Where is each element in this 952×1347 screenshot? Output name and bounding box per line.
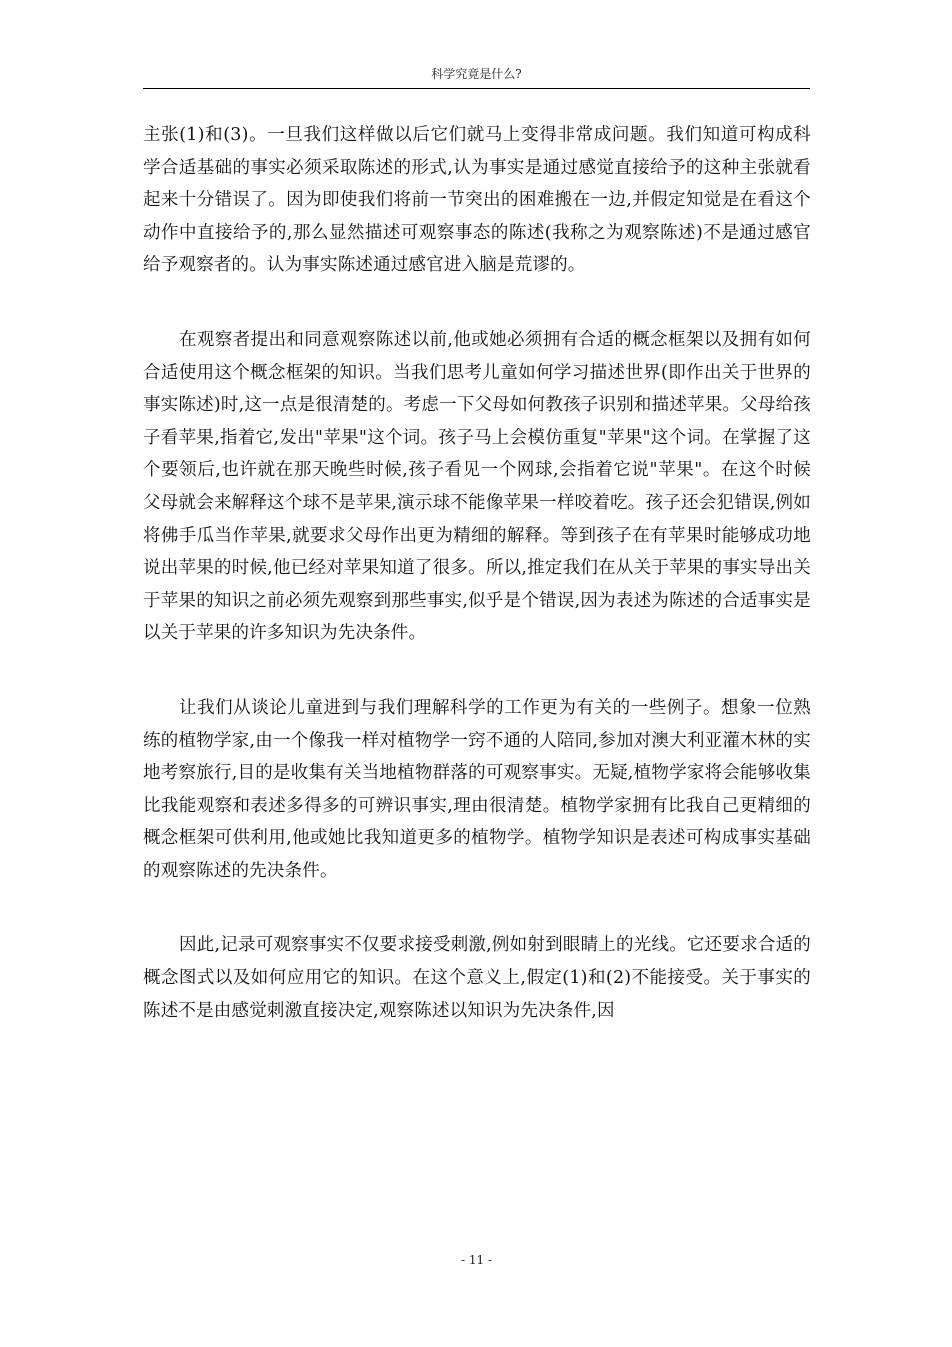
paragraph-2: 在观察者提出和同意观察陈述以前,他或她必须拥有合适的概念框架以及拥有如何合适使用这个概念框架的知识。当我们思考儿童如何学习描述世界(即作出关于世界的事实陈述)时,这一点是很清楚的。考虑一下父母如何教孩子识别和描述苹果。父母给孩子看苹果,指着它,发出"苹果"这个词。孩子马上会模仿重复"苹果"这个词。在掌握了这个要领后,也许就在那天晚些时候,孩子看见一个网球,会指着它说"苹果"。在这个时候父母就会来解释这个球不是苹果,演示球不能像苹果一样咬着吃。孩子还会犯错误,例如将佛手瓜当作苹果,就要求父母作出更为精细的解释。等到孩子在有苹果时能够成功地说出苹果的时候,他已经对苹果知道了很多。所以,推定我们在从关于苹果的事实导出关于苹果的知识之前必须先观察到那些事实,似乎是个错误,因为表述为陈述的合适事实是以关于苹果的许多知识为先决条件。 — [143, 329, 811, 644]
paragraph-1: 主张(1)和(3)。一旦我们这样做以后它们就马上变得非常成问题。我们知道可构成科学合适基础的事实必须采取陈述的形式,认为事实是通过感觉直接给予的这种主张就看起来十分错误了。因为即使我们将前一节突出的困难搬在一边,并假定知觉是在看这个动作中直接给予的,那么显然描述可观察事态的陈述(我称之为观察陈述)不是通过感官给予观察者的。认为事实陈述通过感官进入脑是荒谬的。 — [143, 125, 811, 276]
paragraph-4: 因此,记录可观察事实不仅要求接受刺激,例如射到眼睛上的光线。它还要求合适的概念图式以及如何应用它的知识。在这个意义上,假定(1)和(2)不能接受。关于事实的陈述不是由感觉刺激直接决定,观察陈述以知识为先决条件,因 — [143, 935, 811, 1021]
body-text — [143, 119, 811, 1069]
page-number: - 11 - — [460, 1253, 492, 1267]
header-divider — [143, 88, 810, 89]
paragraph-3: 让我们从谈论儿童进到与我们理解科学的工作更为有关的一些例子。想象一位熟练的植物学家,由一个像我一样对植物学一窍不通的人陪同,参加对澳大利亚灌木林的实地考察旅行,目的是收集有关当地植物群落的可观察事实。无疑,植物学家将会能够收集比我能观察和表述多得多的可辨识事实,理由很清楚。植物学家拥有比我自己更精细的概念框架可供利用,他或她比我知道更多的植物学。植物学知识是表述可构成事实基础的观察陈述的先决条件。 — [143, 697, 811, 881]
running-header: 科学究竟是什么? — [431, 67, 522, 81]
